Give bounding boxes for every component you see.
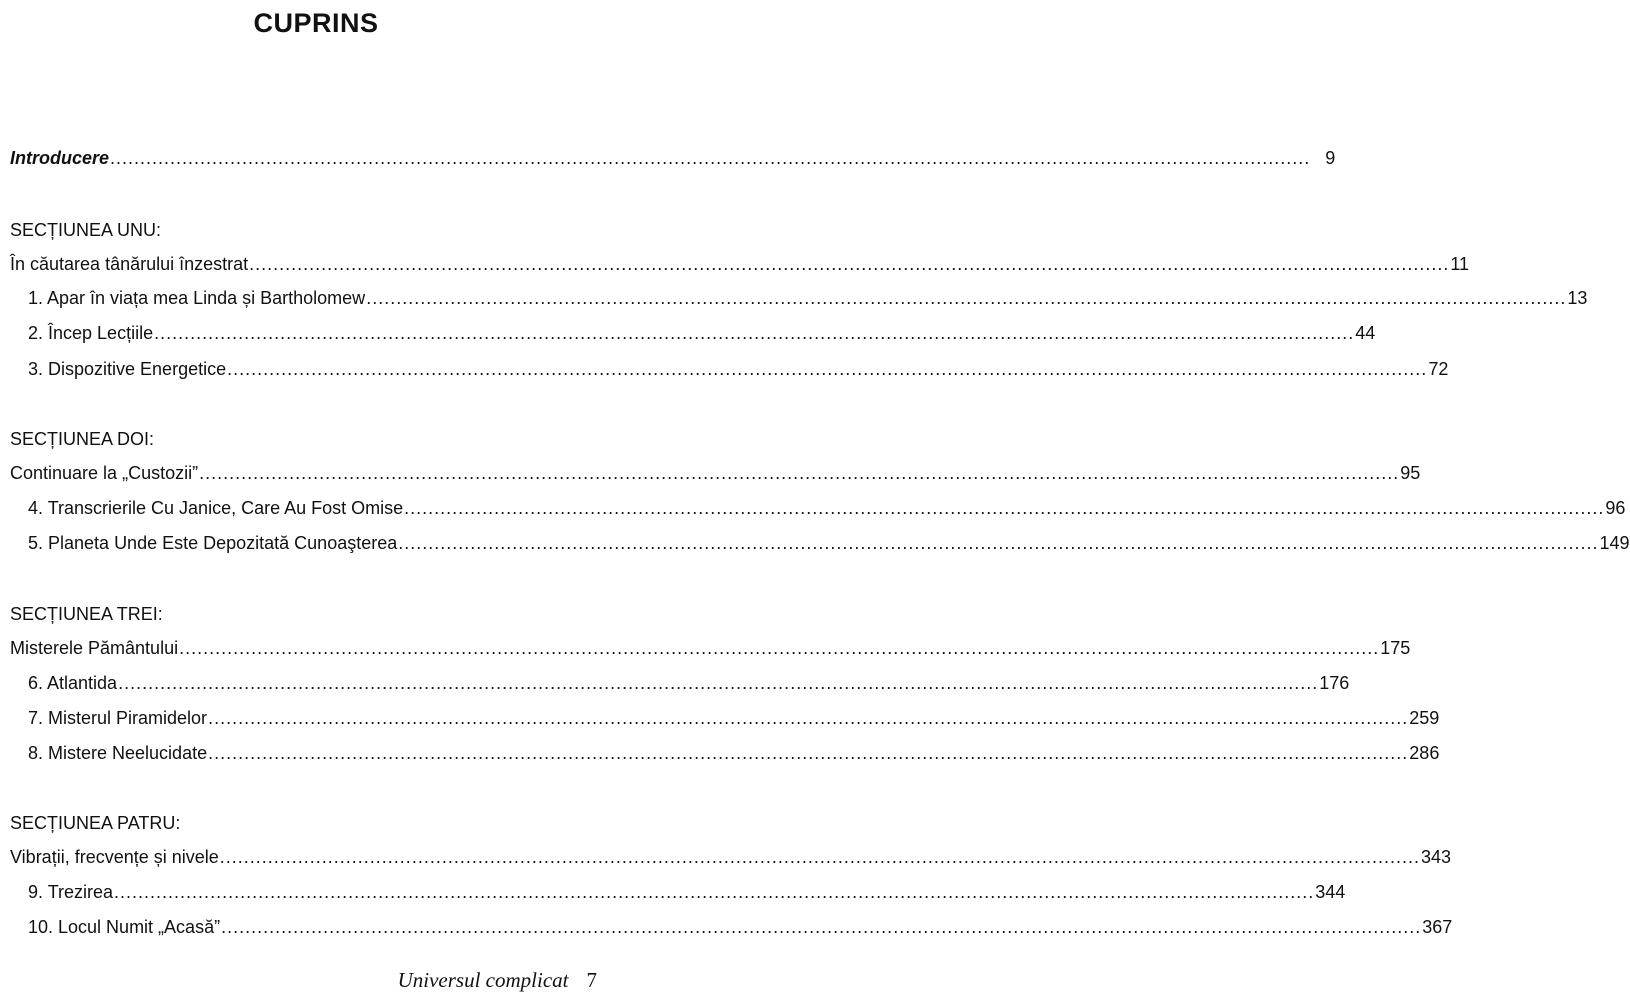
toc-entry-label: Vibrații, frecvențe și nivele — [10, 847, 219, 867]
dot-leader: ........................................................................................................................................................................................................ — [221, 917, 1422, 937]
toc-entry-page: 259 — [1409, 708, 1440, 728]
toc-entry-label: Misterele Pământului — [10, 638, 179, 658]
dot-leader: ........................................................................................................................................................................................................ — [154, 323, 1355, 343]
toc-entry-chapter — [28, 917, 1453, 943]
dot-leader: ........................................................................................................................................................................................................ — [179, 638, 1380, 658]
toc-entry-page: 343 — [1420, 847, 1452, 867]
toc-entry-chapter — [28, 533, 1630, 559]
toc-entry-label: În căutarea tânărului înzestrat — [10, 254, 249, 274]
toc-entry-page: 96 — [1605, 498, 1626, 518]
toc-entry-chapter — [28, 708, 1440, 734]
toc-entry-page: 367 — [1422, 917, 1453, 937]
toc-entry-chapter — [28, 323, 1376, 349]
toc-entry-label: 9. Trezirea — [28, 882, 114, 902]
toc-entry-label: 4. Transcrierile Cu Janice, Care Au Fost Omise — [28, 498, 404, 518]
toc-entry-chapter — [28, 288, 1588, 314]
toc-entry-label: 6. Atlantida — [28, 673, 118, 693]
toc-entry-chapter — [28, 673, 1350, 699]
toc-entry-part — [10, 254, 1470, 280]
page-title: CUPRINS — [253, 8, 379, 38]
toc-entry-part — [10, 847, 1452, 873]
section-heading: SECȚIUNEA PATRU: — [10, 813, 181, 833]
dot-leader: ........................................................................................................................................................................................................ — [404, 498, 1605, 518]
toc-entry-label: 7. Misterul Piramidelor — [28, 708, 208, 728]
toc-entry-chapter — [28, 882, 1346, 908]
dot-leader: ........................................................................................................................................................................................................ — [366, 288, 1567, 308]
toc-entry-label: 1. Apar în viața mea Linda și Bartholomew — [28, 288, 366, 308]
toc-entry-label: 8. Mistere Neelucidate — [28, 743, 208, 763]
dot-leader: ........................................................................................................................................................................................................ — [199, 463, 1400, 483]
running-footer-title: Universul complicat — [397, 968, 569, 992]
dot-leader: ........................................................................................................................................................................................................ — [208, 708, 1409, 728]
toc-entry-page: 72 — [1428, 359, 1449, 379]
toc-entry-page: 175 — [1380, 638, 1411, 658]
page-footer — [398, 968, 597, 993]
section-heading: SECȚIUNEA UNU: — [10, 220, 162, 240]
toc-entry-label: Continuare la „Custozii” — [10, 463, 199, 483]
toc-entry-page: 95 — [1400, 463, 1421, 483]
toc-entry-page: 344 — [1315, 882, 1346, 902]
dot-leader: ........................................................................................................................................................................................................ — [398, 533, 1599, 553]
toc-entry-part — [10, 638, 1411, 664]
toc-entry-part — [10, 463, 1421, 489]
toc-entry-chapter — [28, 743, 1440, 769]
toc-entry-introduction — [10, 148, 1336, 174]
dot-leader: ........................................................................................................................................................................................................ — [208, 743, 1409, 763]
page-number: 7 — [586, 968, 597, 992]
dot-leader: ........................................................................................................................................................................................................ — [110, 148, 1311, 168]
section-heading: SECȚIUNEA TREI: — [10, 604, 163, 624]
toc-entry-label: 5. Planeta Unde Este Depozitată Cunoaşterea — [28, 533, 398, 553]
toc-entry-label: 2. Încep Lecțiile — [28, 323, 154, 343]
toc-entry-chapter — [28, 359, 1449, 385]
dot-leader: ........................................................................................................................................................................................................ — [249, 254, 1450, 274]
toc-entry-page: 176 — [1319, 673, 1350, 693]
toc-entry-page: 149 — [1599, 533, 1630, 553]
dot-leader: ........................................................................................................................................................................................................ — [219, 847, 1420, 867]
toc-entry-label: 10. Locul Numit „Acasă” — [28, 917, 221, 937]
toc-entry-page: 44 — [1355, 323, 1376, 343]
toc-entry-page: 11 — [1450, 254, 1470, 274]
toc-entry-page: 286 — [1409, 743, 1440, 763]
dot-leader: ........................................................................................................................................................................................................ — [227, 359, 1428, 379]
dot-leader: ........................................................................................................................................................................................................ — [118, 673, 1319, 693]
toc-entry-page: 13 — [1567, 288, 1588, 308]
toc-entry-label: 3. Dispozitive Energetice — [28, 359, 227, 379]
dot-leader: ........................................................................................................................................................................................................ — [114, 882, 1315, 902]
toc-entry-chapter — [28, 498, 1626, 524]
toc-entry-label: Introducere — [10, 148, 110, 168]
toc-entry-page: 9 — [1325, 148, 1336, 168]
section-heading: SECȚIUNEA DOI: — [10, 429, 155, 449]
